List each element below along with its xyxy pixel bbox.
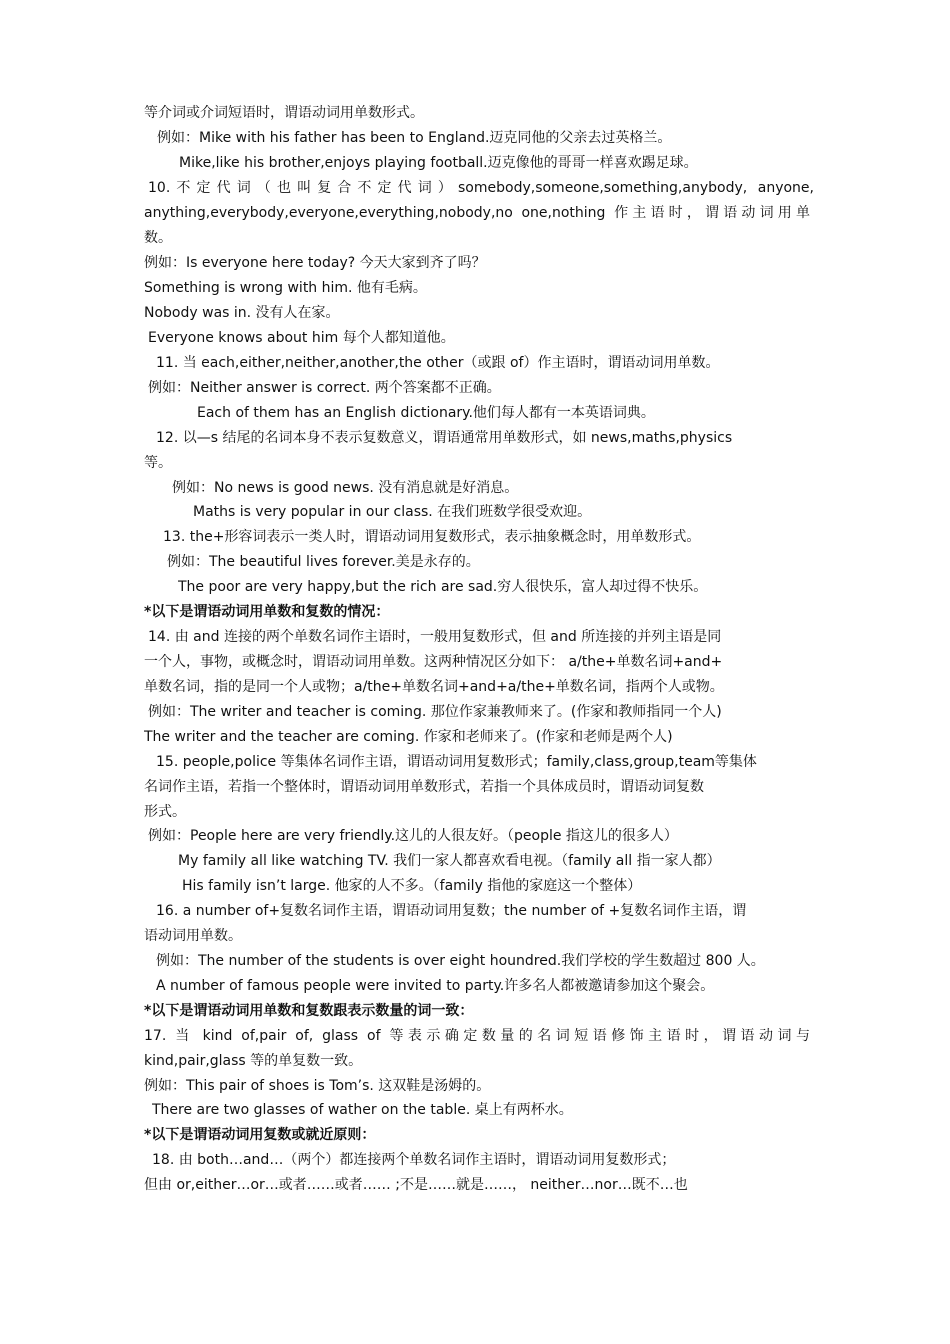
text-line: The writer and the teacher are coming. 作家和老师来了。(作家和老师是两个人): [144, 729, 673, 745]
text-line: 单数名词，指的是同一个人或物；a/the+单数名词+and+a/the+单数名词，指两个人或物。: [144, 679, 724, 695]
text-line: My family all like watching TV. 我们一家人都喜欢看电视。（family all 指一家人都）: [178, 853, 721, 869]
text-line: kind,pair,glass 等的单复数一致。: [144, 1053, 363, 1069]
text-line: 数。: [144, 230, 172, 246]
section-heading: *以下是谓语动词用单数和复数跟表示数量的词一致：: [144, 1003, 474, 1019]
text-line: 例如：The beautiful lives forever.美是永存的。: [167, 554, 480, 570]
text-line: 18. 由 both…and…（两个）都连接两个单数名词作主语时，谓语动词用复数形式；: [152, 1152, 676, 1168]
text-line: Nobody was in. 没有人在家。: [144, 305, 340, 321]
text-line: anything,everybody,everyone,everything,nobody,no one,nothing 作主语时，谓语动词用单: [144, 205, 810, 221]
text-line: 名词作主语，若指一个整体时，谓语动词用单数形式，若指一个具体成员时，谓语动词复数: [144, 779, 704, 795]
text-line: 形式。: [144, 804, 186, 820]
text-line: 16. a number of+复数名词作主语，谓语动词用复数；the number of +复数名词作主语，谓: [156, 903, 747, 919]
text-line: Mike,like his brother,enjoys playing football.迈克像他的哥哥一样喜欢踢足球。: [179, 155, 698, 171]
text-line: 等介词或介词短语时，谓语动词用单数形式。: [144, 105, 424, 121]
text-line: 例如：People here are very friendly.这儿的人很友好。（people 指这儿的很多人）: [148, 828, 678, 844]
text-line: His family isn’t large. 他家的人不多。（family 指他的家庭这一个整体）: [182, 878, 642, 894]
text-line: Everyone knows about him 每个人都知道他。: [148, 330, 455, 346]
text-line: 例如：Mike with his father has been to England.迈克同他的父亲去过英格兰。: [157, 130, 672, 146]
text-line: 例如：The number of the students is over eight houndred.我们学校的学生数超过 800 人。: [156, 953, 765, 969]
text-line: Something is wrong with him. 他有毛病。: [144, 280, 427, 296]
text-line: 13. the+形容词表示一类人时，谓语动词用复数形式，表示抽象概念时，用单数形式。: [163, 529, 701, 545]
text-line: 但由 or,either…or…或者……或者…… ;不是……就是……， neither…nor…既不…也: [144, 1177, 688, 1193]
text-line: 例如：Neither answer is correct. 两个答案都不正确。: [148, 380, 501, 396]
text-line: 14. 由 and 连接的两个单数名词作主语时，一般用复数形式，但 and 所连接的并列主语是同: [148, 629, 722, 645]
text-line: 语动词用单数。: [144, 928, 242, 944]
text-line: Maths is very popular in our class. 在我们班数学很受欢迎。: [193, 504, 592, 520]
text-line: Each of them has an English dictionary.他们每人都有一本英语词典。: [197, 405, 655, 421]
text-line: The poor are very happy,but the rich are sad.穷人很快乐，富人却过得不快乐。: [178, 579, 708, 595]
text-line: 11. 当 each,either,neither,another,the other（或跟 of）作主语时，谓语动词用单数。: [156, 355, 720, 371]
text-line: 10.不定代词（也叫复合不定代词）somebody,someone,something,anybody, anyone,: [148, 180, 814, 196]
text-line: 例如：The writer and teacher is coming. 那位作家兼教师来了。(作家和教师指同一个人): [148, 704, 722, 720]
text-line: 17. 当 kind of,pair of, glass of 等表示确定数量的名词短语修饰主语时，谓语动词与: [144, 1028, 810, 1044]
text-line: A number of famous people were invited to party.许多名人都被邀请参加这个聚会。: [156, 978, 715, 994]
section-heading: *以下是谓语动词用复数或就近原则：: [144, 1127, 376, 1143]
text-line: 例如：No news is good news. 没有消息就是好消息。: [172, 480, 519, 496]
text-line: 12. 以—s 结尾的名词本身不表示复数意义，谓语通常用单数形式，如 news,maths,physics: [156, 430, 733, 446]
text-line: There are two glasses of wather on the table. 桌上有两杯水。: [152, 1102, 573, 1118]
text-line: 例如：This pair of shoes is Tom’s. 这双鞋是汤姆的。: [144, 1078, 491, 1094]
text-line: 15. people,police 等集体名词作主语，谓语动词用复数形式；family,class,group,team等集体: [156, 754, 757, 770]
text-line: 例如：Is everyone here today? 今天大家到齐了吗？: [144, 255, 486, 271]
text-line: 等。: [144, 455, 172, 471]
text-line: 一个人，事物，或概念时，谓语动词用单数。这两种情况区分如下： a/the+单数名词+and+: [144, 654, 723, 670]
section-heading: *以下是谓语动词用单数和复数的情况：: [144, 604, 390, 620]
